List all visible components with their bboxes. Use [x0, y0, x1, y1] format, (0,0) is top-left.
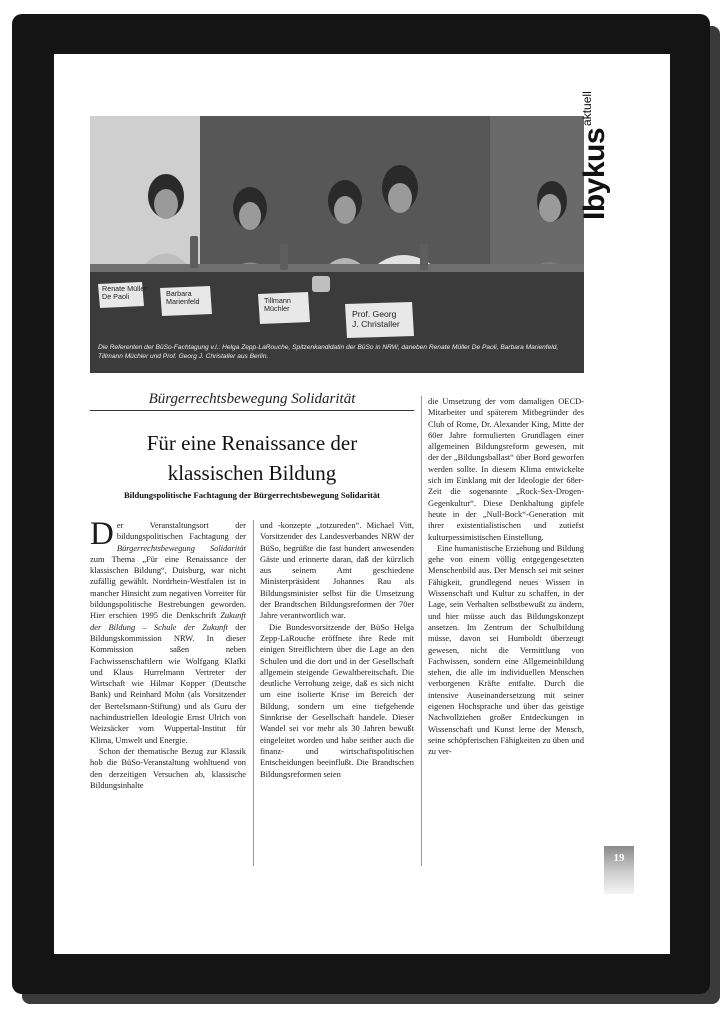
drop-cap: D	[90, 516, 114, 552]
nameplate-3: Tillmann Müchler	[264, 296, 291, 314]
col1-text-c: zum Thema „Für eine Renaissance der klassischen Bildung“, Duisburg, war nicht zufällig gewählt. Nordrhein-Westfalen ist in mancher Hinsicht zum negativen Vorreiter für bildungspolitische Bestrebungen geworden. Hier erschien 1995 die Denkschrift	[90, 553, 246, 621]
nameplate-1: Renate Müller De Paoli	[102, 284, 147, 302]
conference-photo	[90, 116, 584, 373]
headline-line-2: klassischen Bildung	[167, 461, 337, 485]
col1-italic-title: Zukunft der Bildung – Schule der Zukunft	[90, 610, 246, 632]
headline-line-1: Für eine Renaissance der	[146, 431, 358, 455]
column-3	[428, 396, 584, 758]
col3-paragraph-2: Eine humanistische Erziehung und Bildung gehe von einem völlig entgegengesetzten Menschenbild aus. Der Mensch sei mit seiner Fähigkeit, grundlegend neues Wissen in Wissenschaft und Kultur zu schaffen, in der Lage, sein Verhalten selbstbewußt zu ändern, und hier müsse auch das Bildungskonzept ansetzen. Im Zentrum der Schulbildung müsse, davon sei Humboldt überzeugt gewesen, nicht die Vermittlung von Fachwissen, sondern eine Allgemeinbildung stehen, die alle im individuellen Menschen verborgenen Kräfte entfalte. Durch die intensive Auseinandersetzung mit seiner eigenen Hochsprache und über das geistige Nachvollziehen großer Entdeckungen in Wissenschaft und Kunst lerne der Mensch, seine schöpferischen Fähigkeiten zu üben und zu ver-	[428, 542, 584, 757]
masthead-subtitle: aktuell	[580, 91, 594, 126]
col3-paragraph-1: die Umsetzung der vom damaligen OECD-Mitarbeiter und späterem Mitbegründer des Club of Rome, Dr. Alexander King, Mitte der 60er Jahre formulierten Grundlagen einer allgemeinen Bildungsreform gewesen, mit der der „Bildungsballast“ über Bord geworfen werden sollte. In diesem Klima entwickelte sich im Einklang mit der Ideologie der 68er-Zeit die sogenannte „Rock-Sex-Drogen-Gegenkultur“. Diese Denkhaltung gipfele heute in der „Null-Bock“-Generation mit ihrer existentialistischen und zutiefst kulturpessimistischen Einstellung.	[428, 396, 584, 542]
column-2	[260, 520, 414, 780]
col1-text-a: er Veranstaltungsort der bildungspolitischen Fachtagung der	[116, 520, 246, 542]
column-1	[90, 516, 246, 791]
col1-paragraph-1	[90, 516, 246, 746]
nameplate-4: Prof. Georg J. Christaller	[352, 309, 400, 329]
subheadline: Bildungspolitische Fachtagung der Bürgerrechtsbewegung Solidarität	[123, 490, 381, 500]
headline	[90, 428, 414, 488]
col2-paragraph-1: und -konzepte „totzureden“. Michael Vitt, Vorsitzender des Landesverbandes NRW der BüSo, begrüßte die fast hundert anwesenden Gäste und erinnerte daran, daß der kürzlich aus seinem Amt geschiedene Ministerpräsident Johannes Rau als Bildungsminister selbst für die Umsetzung der Brandtschen Bildungsreformen der 70er Jahre verantwortlich war.	[260, 520, 414, 621]
col1-italic-org: Bürgerrechtsbewegung Solidarität	[116, 542, 246, 553]
col2-paragraph-2: Die Bundesvorsitzende der BüSo Helga Zepp-LaRouche eröffnete ihre Rede mit einigen Streiflichtern über die Lage an den Schulen und die dort und in der Gesellschaft allgemein steigende Gewaltbereitschaft. Die deutliche Verrohung zeige, daß es sich nicht um eine isolierte Krise im Bereich der Bildung, sondern um eine tiefgehende Sinnkrise der Gesellschaft handele. Dieser Wandel sei vor mehr als 30 Jahren bewußt eingeleitet worden und habe seither auch die finanz- und wirtschaftspolitischen Entscheidungen beeinflußt. Die Brandtschen Bildungsreformen seien	[260, 621, 414, 779]
rubric-rule	[90, 410, 414, 411]
col1-text-e: der Bildungskommission NRW. In dieser Kommission saßen neben Fachwissenschaftlern wie Wolfgang Klafki und Klaus Hurrelmann Vertreter der Wirtschaft wie Hilmar Kopper (Deutsche Bank) und Reinhard Mohn (als Vorsitzender der Bertelsmann-Stiftung) und als Guru der nachindustriellen Ideologie Ernst Ulrich von Weizsäcker vom Wuppertal-Institut für Klima, Umwelt und Energie.	[90, 621, 246, 745]
photo-caption: Die Referenten der BüSo-Fachtagung v.l.: Helga Zepp-LaRouche, Spitzenkandidatin der BüSo in NRW, daneben Renate Müller De Paoli, Barbara Marienfeld, Tillmann Müchler und Prof. Georg J. Christaller aus Berlin.	[98, 344, 559, 360]
col1-paragraph-2: Schon der thematische Bezug zur Klassik hob die BüSo-Veranstaltung wohltuend von den derzeitigen Versuchen ab, klassische Bildungsinhalte	[90, 745, 246, 790]
nameplate-2: Barbara Marienfeld	[166, 289, 200, 307]
photo-illustration	[90, 116, 584, 373]
masthead-title: Ibykus	[578, 127, 611, 220]
page-number-tab	[604, 846, 634, 894]
page-number: 19	[613, 852, 625, 864]
column-divider-1	[253, 520, 254, 866]
column-divider-2	[421, 396, 422, 866]
rubric: Bürgerrechtsbewegung Solidarität	[148, 391, 356, 407]
magazine-page	[54, 54, 670, 954]
